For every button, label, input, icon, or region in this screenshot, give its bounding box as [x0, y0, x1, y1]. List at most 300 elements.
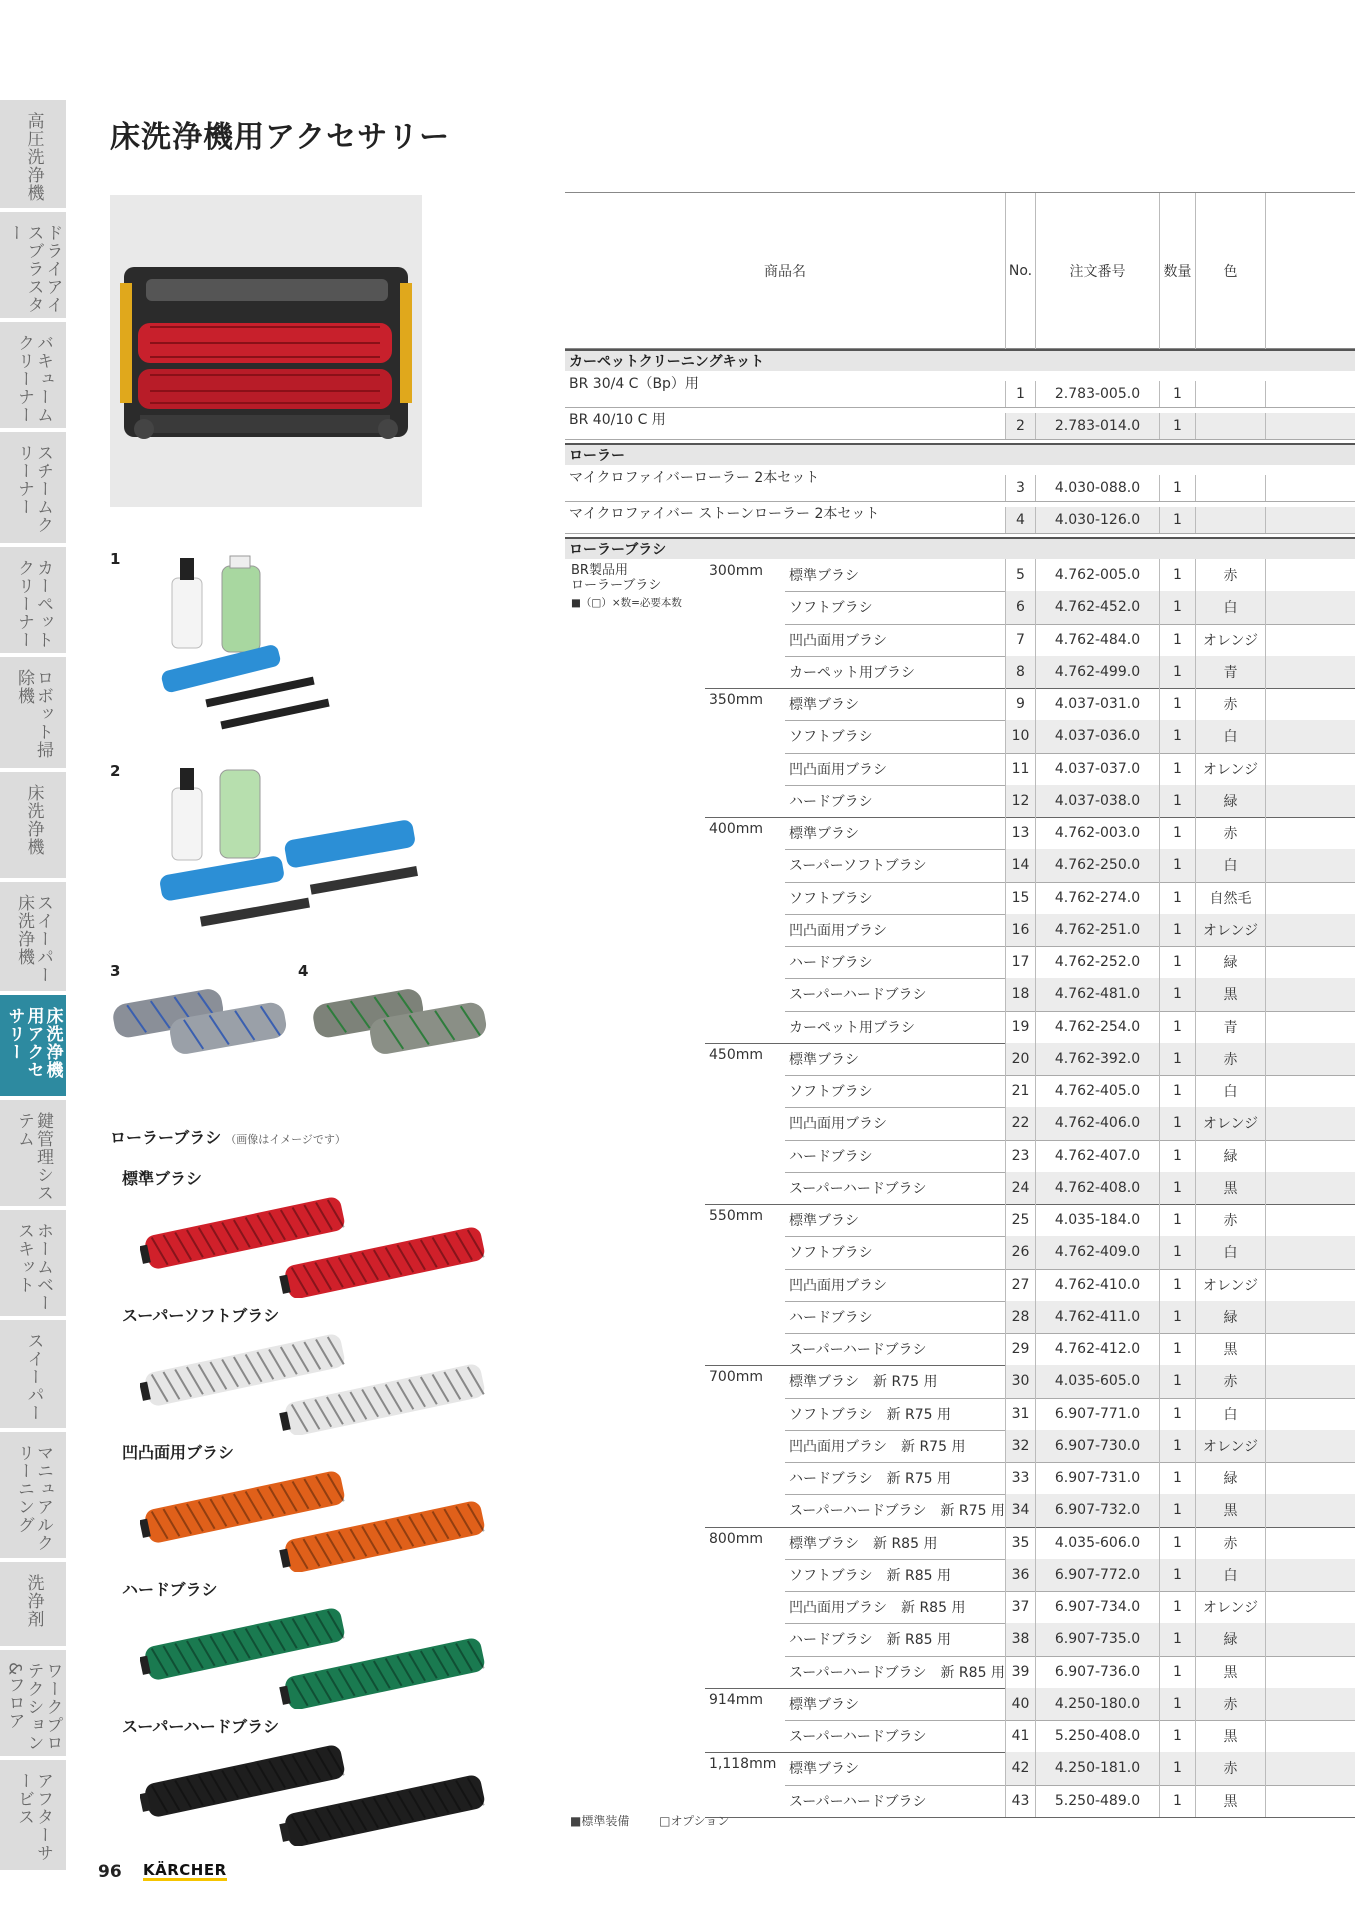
quantity: 1 [1159, 1204, 1195, 1236]
table-row [565, 371, 1355, 407]
side-tab-label: ワークプロテクション&フロア [4, 1662, 63, 1752]
order-number: 4.762-252.0 [1035, 946, 1159, 978]
table-row [565, 1720, 1355, 1752]
item-number: 23 [1005, 1140, 1035, 1172]
color-value: 黒 [1195, 1333, 1265, 1365]
product-name: スーパーハードブラシ [789, 1180, 927, 1197]
carpet-kit-1-image [150, 548, 340, 738]
extra-column [1265, 591, 1355, 623]
order-number: 4.037-037.0 [1035, 753, 1159, 785]
color-value: 白 [1195, 591, 1265, 623]
legend [570, 1812, 729, 1829]
color-value: 赤 [1195, 1365, 1265, 1397]
item-number: 36 [1005, 1559, 1035, 1591]
size-label: 700mm [709, 1369, 763, 1386]
header-name: 商品名 [764, 264, 806, 280]
extra-column [1265, 1623, 1355, 1655]
table-row [565, 946, 1355, 978]
table-row [565, 1752, 1355, 1784]
product-name: 標準ブラシ [789, 1696, 859, 1713]
order-number: 4.762-408.0 [1035, 1172, 1159, 1204]
side-tab-label: 高圧洗浄機 [23, 112, 44, 202]
color-value: 緑 [1195, 1623, 1265, 1655]
order-number: 4.762-407.0 [1035, 1140, 1159, 1172]
product-name: 標準ブラシ [789, 1761, 859, 1778]
order-number: 4.762-410.0 [1035, 1269, 1159, 1301]
extra-column [1265, 559, 1355, 591]
quantity: 1 [1159, 1011, 1195, 1043]
brush-image [140, 1462, 500, 1576]
table-row [565, 1656, 1355, 1688]
side-tab-9[interactable] [0, 995, 66, 1096]
side-tab-5[interactable] [0, 547, 66, 653]
order-number: 4.030-126.0 [1035, 507, 1159, 533]
roller-brush-heading-text: ローラーブラシ [110, 1128, 222, 1147]
table-row [565, 1333, 1355, 1365]
extra-column [1265, 978, 1355, 1010]
quantity: 1 [1159, 1527, 1195, 1559]
item-number: 30 [1005, 1365, 1035, 1397]
product-name: スーパーソフトブラシ [789, 858, 927, 875]
quantity: 1 [1159, 1043, 1195, 1075]
color-value: 赤 [1195, 817, 1265, 849]
table-row [565, 1011, 1355, 1043]
extra-column [1265, 1527, 1355, 1559]
table-row [565, 1462, 1355, 1494]
image-number-3: 3 [110, 962, 121, 980]
item-number: 33 [1005, 1462, 1035, 1494]
side-tab-12[interactable] [0, 1320, 66, 1428]
color-value: 黒 [1195, 1720, 1265, 1752]
table-row [565, 1301, 1355, 1333]
color-value: 赤 [1195, 1688, 1265, 1720]
order-number: 6.907-730.0 [1035, 1430, 1159, 1462]
extra-column [1265, 1333, 1355, 1365]
product-name: ハードブラシ [789, 1148, 873, 1165]
color-value: 赤 [1195, 1204, 1265, 1236]
color-value: 赤 [1195, 1527, 1265, 1559]
quantity: 1 [1159, 656, 1195, 688]
color-value: 緑 [1195, 785, 1265, 817]
product-name: マイクロファイバーローラー 2本セット [569, 470, 820, 486]
item-number: 41 [1005, 1720, 1035, 1752]
side-tab-label: バキュームクリーナー [14, 334, 53, 424]
side-tab-1[interactable] [0, 100, 66, 208]
item-number: 42 [1005, 1752, 1035, 1784]
product-name: 標準ブラシ [789, 568, 859, 585]
item-number: 4 [1005, 507, 1035, 533]
table-row [565, 1365, 1355, 1397]
order-number: 5.250-489.0 [1035, 1785, 1159, 1817]
item-number: 1 [1005, 381, 1035, 407]
order-number: 4.762-406.0 [1035, 1107, 1159, 1139]
order-number: 4.250-181.0 [1035, 1752, 1159, 1784]
quantity: 1 [1159, 624, 1195, 656]
extra-column [1265, 1398, 1355, 1430]
item-number: 17 [1005, 946, 1035, 978]
order-number: 2.783-014.0 [1035, 413, 1159, 439]
size-label: 800mm [709, 1530, 763, 1547]
legend-standard: ■標準装備 [570, 1814, 630, 1828]
product-name: 標準ブラシ [789, 1051, 859, 1068]
brush-type-label: 標準ブラシ [122, 1169, 203, 1188]
item-number: 14 [1005, 849, 1035, 881]
color-value: オレンジ [1195, 1269, 1265, 1301]
extra-column [1265, 1269, 1355, 1301]
order-number: 4.762-499.0 [1035, 656, 1159, 688]
size-label: 350mm [709, 692, 763, 708]
extra-column [1265, 1559, 1355, 1591]
side-tab-label: スイーパー [23, 1332, 44, 1422]
order-number: 6.907-734.0 [1035, 1591, 1159, 1623]
item-number: 11 [1005, 753, 1035, 785]
order-number: 6.907-772.0 [1035, 1559, 1159, 1591]
item-number: 5 [1005, 559, 1035, 591]
table-row [565, 817, 1355, 849]
item-number: 24 [1005, 1172, 1035, 1204]
item-number: 34 [1005, 1494, 1035, 1526]
quantity: 1 [1159, 688, 1195, 720]
product-name: ソフトブラシ 新 R75 用 [789, 1406, 952, 1423]
order-number: 4.762-392.0 [1035, 1043, 1159, 1075]
item-number: 19 [1005, 1011, 1035, 1043]
color-value: 白 [1195, 1559, 1265, 1591]
order-number: 4.030-088.0 [1035, 475, 1159, 501]
item-number: 26 [1005, 1236, 1035, 1268]
item-number: 38 [1005, 1623, 1035, 1655]
product-name: ハードブラシ 新 R75 用 [789, 1471, 952, 1488]
side-tab-label: マニュアルクリーニング [14, 1444, 53, 1552]
side-tab-4[interactable] [0, 432, 66, 543]
color-value [1195, 507, 1265, 533]
table-row [565, 559, 1355, 591]
floor-scrubber-head-image [110, 195, 422, 507]
quantity: 1 [1159, 946, 1195, 978]
extra-column [1265, 624, 1355, 656]
product-name: カーペット用ブラシ [789, 664, 915, 681]
table-row [565, 1398, 1355, 1430]
quantity: 1 [1159, 1785, 1195, 1817]
color-value: 青 [1195, 1011, 1265, 1043]
table-row [565, 1172, 1355, 1204]
side-tab-16[interactable] [0, 1760, 66, 1870]
quantity: 1 [1159, 591, 1195, 623]
order-number: 4.762-405.0 [1035, 1075, 1159, 1107]
table-row [565, 591, 1355, 623]
extra-column [1265, 1172, 1355, 1204]
color-value: オレンジ [1195, 1107, 1265, 1139]
product-name: ソフトブラシ [789, 1245, 873, 1262]
header-no: No. [1005, 193, 1035, 349]
quantity: 1 [1159, 1720, 1195, 1752]
quantity: 1 [1159, 1559, 1195, 1591]
order-number: 4.762-481.0 [1035, 978, 1159, 1010]
extra-column [1265, 1430, 1355, 1462]
header-qty: 数量 [1159, 193, 1195, 349]
order-number: 6.907-732.0 [1035, 1494, 1159, 1526]
product-name: 凹凸面用ブラシ [789, 1116, 887, 1133]
table-row [565, 1075, 1355, 1107]
product-name: 標準ブラシ 新 R85 用 [789, 1535, 938, 1552]
carpet-kit-2-image [150, 758, 430, 948]
extra-column [1265, 413, 1355, 439]
order-number: 4.035-605.0 [1035, 1365, 1159, 1397]
product-name: スーパーハードブラシ 新 R85 用 [789, 1664, 1005, 1681]
roller-brush-group-label-line: ローラーブラシ [571, 578, 662, 593]
extra-column [1265, 785, 1355, 817]
item-number: 13 [1005, 817, 1035, 849]
table-row [565, 785, 1355, 817]
quantity: 1 [1159, 1365, 1195, 1397]
order-number: 4.762-484.0 [1035, 624, 1159, 656]
table-row [565, 720, 1355, 752]
table-row [565, 501, 1355, 533]
product-name: ソフトブラシ [789, 890, 873, 907]
extra-column [1265, 914, 1355, 946]
side-tab-6[interactable] [0, 657, 66, 768]
quantity: 1 [1159, 381, 1195, 407]
product-name: ハードブラシ [789, 955, 873, 972]
product-name: 凹凸面用ブラシ [789, 632, 887, 649]
row-divider [565, 533, 1355, 534]
color-value [1195, 413, 1265, 439]
product-name: スーパーハードブラシ 新 R75 用 [789, 1503, 1005, 1520]
product-name: ソフトブラシ [789, 1084, 873, 1101]
header-order: 注文番号 [1035, 193, 1159, 349]
side-tab-8[interactable] [0, 882, 66, 991]
quantity: 1 [1159, 413, 1195, 439]
product-name: 凹凸面用ブラシ [789, 1277, 887, 1294]
quantity: 1 [1159, 1623, 1195, 1655]
color-value [1195, 381, 1265, 407]
color-value: 黒 [1195, 978, 1265, 1010]
table-row [565, 688, 1355, 720]
side-tab-label: ホームベースキット [14, 1222, 53, 1312]
stone-roller-image [310, 978, 492, 1058]
order-number: 4.035-184.0 [1035, 1204, 1159, 1236]
extra-column [1265, 1011, 1355, 1043]
brush-type-label: ハードブラシ [122, 1580, 218, 1599]
brush-type-label: 凹凸面用ブラシ [122, 1443, 235, 1462]
row-divider [705, 1817, 1355, 1818]
order-number: 4.762-411.0 [1035, 1301, 1159, 1333]
color-value: 黒 [1195, 1656, 1265, 1688]
order-number: 6.907-731.0 [1035, 1462, 1159, 1494]
extra-column [1265, 1462, 1355, 1494]
color-value: 赤 [1195, 1752, 1265, 1784]
product-name: 標準ブラシ 新 R75 用 [789, 1374, 938, 1391]
order-number: 4.762-452.0 [1035, 591, 1159, 623]
product-name: ハードブラシ [789, 1309, 873, 1326]
item-number: 37 [1005, 1591, 1035, 1623]
required-count-note: ■（□）×数=必要本数 [571, 597, 682, 609]
quantity: 1 [1159, 978, 1195, 1010]
roller-brush-group-label-line: BR製品用 [571, 563, 628, 578]
quantity: 1 [1159, 1269, 1195, 1301]
table-row [565, 407, 1355, 439]
table-row [565, 882, 1355, 914]
color-value: 緑 [1195, 1140, 1265, 1172]
extra-column [1265, 1140, 1355, 1172]
product-name: ソフトブラシ [789, 600, 873, 617]
extra-column [1265, 1365, 1355, 1397]
extra-column [1265, 1236, 1355, 1268]
item-number: 43 [1005, 1785, 1035, 1817]
side-tab-label: 洗浄剤 [23, 1574, 44, 1628]
brush-image [140, 1325, 500, 1439]
size-label: 550mm [709, 1208, 763, 1224]
product-name: 凹凸面用ブラシ 新 R75 用 [789, 1438, 966, 1455]
side-tab-label: 床洗浄機 [23, 784, 44, 856]
quantity: 1 [1159, 1591, 1195, 1623]
side-tab-11[interactable] [0, 1210, 66, 1316]
product-name: 凹凸面用ブラシ 新 R85 用 [789, 1600, 966, 1617]
order-number: 4.037-038.0 [1035, 785, 1159, 817]
quantity: 1 [1159, 849, 1195, 881]
extra-column [1265, 753, 1355, 785]
quantity: 1 [1159, 475, 1195, 501]
quantity: 1 [1159, 1172, 1195, 1204]
header-extra [1265, 193, 1355, 349]
side-tab-label: カーペットクリーナー [14, 559, 53, 649]
quantity: 1 [1159, 1236, 1195, 1268]
extra-column [1265, 1494, 1355, 1526]
extra-column [1265, 1720, 1355, 1752]
product-name: 凹凸面用ブラシ [789, 761, 887, 778]
color-value: 黒 [1195, 1172, 1265, 1204]
karcher-logo: KÄRCHER [143, 1861, 227, 1879]
side-tab-13[interactable] [0, 1432, 66, 1558]
color-value: 自然毛 [1195, 882, 1265, 914]
item-number: 18 [1005, 978, 1035, 1010]
side-tab-3[interactable] [0, 322, 66, 428]
product-name: ソフトブラシ 新 R85 用 [789, 1567, 952, 1584]
color-value: 白 [1195, 1236, 1265, 1268]
table-header [565, 192, 1355, 349]
color-value: 緑 [1195, 1462, 1265, 1494]
size-label: 450mm [709, 1046, 763, 1063]
color-value: 赤 [1195, 688, 1265, 720]
order-number: 4.037-031.0 [1035, 688, 1159, 720]
item-number: 2 [1005, 413, 1035, 439]
quantity: 1 [1159, 1333, 1195, 1365]
quantity: 1 [1159, 1430, 1195, 1462]
side-tab-label: ロボット掃除機 [14, 669, 53, 759]
color-value: オレンジ [1195, 1591, 1265, 1623]
table-row [565, 1269, 1355, 1301]
product-name: スーパーハードブラシ [789, 1793, 927, 1810]
side-tab-7[interactable] [0, 772, 66, 878]
extra-column [1265, 1688, 1355, 1720]
table-row [565, 1494, 1355, 1526]
extra-column [1265, 688, 1355, 720]
color-value: オレンジ [1195, 1430, 1265, 1462]
table-row [565, 1559, 1355, 1591]
product-name: BR 40/10 C 用 [569, 412, 666, 428]
table-row [565, 656, 1355, 688]
extra-column [1265, 817, 1355, 849]
table-row [565, 914, 1355, 946]
side-tab-15[interactable] [0, 1650, 66, 1756]
color-value: オレンジ [1195, 753, 1265, 785]
page-title: 床洗浄機用アクセサリー [110, 120, 451, 155]
item-number: 21 [1005, 1075, 1035, 1107]
item-number: 25 [1005, 1204, 1035, 1236]
item-number: 22 [1005, 1107, 1035, 1139]
item-number: 16 [1005, 914, 1035, 946]
item-number: 29 [1005, 1333, 1035, 1365]
quantity: 1 [1159, 1494, 1195, 1526]
item-number: 39 [1005, 1656, 1035, 1688]
item-number: 9 [1005, 688, 1035, 720]
row-divider [565, 439, 1355, 440]
extra-column [1265, 1656, 1355, 1688]
table-row [565, 624, 1355, 656]
product-name: BR 30/4 C（Bp）用 [569, 376, 699, 392]
quantity: 1 [1159, 1752, 1195, 1784]
side-tab-14[interactable] [0, 1562, 66, 1646]
extra-column [1265, 1752, 1355, 1784]
extra-column [1265, 475, 1355, 501]
extra-column [1265, 1043, 1355, 1075]
table-row [565, 1591, 1355, 1623]
table-row [565, 978, 1355, 1010]
extra-column [1265, 1075, 1355, 1107]
item-number: 8 [1005, 656, 1035, 688]
quantity: 1 [1159, 1075, 1195, 1107]
legend-option: □オプション [659, 1814, 730, 1828]
section-header: ローラーブラシ [565, 537, 1355, 559]
quantity: 1 [1159, 882, 1195, 914]
product-name: スーパーハードブラシ [789, 1342, 927, 1359]
quantity: 1 [1159, 1688, 1195, 1720]
order-number: 4.762-250.0 [1035, 849, 1159, 881]
item-number: 6 [1005, 591, 1035, 623]
brush-image [140, 1188, 500, 1302]
extra-column [1265, 720, 1355, 752]
extra-column [1265, 882, 1355, 914]
quantity: 1 [1159, 753, 1195, 785]
quantity: 1 [1159, 1398, 1195, 1430]
extra-column [1265, 656, 1355, 688]
quantity: 1 [1159, 914, 1195, 946]
extra-column [1265, 849, 1355, 881]
table-row [565, 1204, 1355, 1236]
brush-type-label: スーパーソフトブラシ [122, 1306, 280, 1325]
extra-column [1265, 381, 1355, 407]
table-row [565, 1430, 1355, 1462]
color-value [1195, 475, 1265, 501]
side-tab-label: アフターサービス [14, 1772, 53, 1862]
item-number: 3 [1005, 475, 1035, 501]
side-tab-10[interactable] [0, 1100, 66, 1206]
color-value: 黒 [1195, 1494, 1265, 1526]
side-tab-2[interactable] [0, 212, 66, 318]
color-value: 白 [1195, 1075, 1265, 1107]
order-number: 4.762-003.0 [1035, 817, 1159, 849]
image-number-1: 1 [110, 550, 121, 568]
color-value: 黒 [1195, 1785, 1265, 1817]
quantity: 1 [1159, 1301, 1195, 1333]
order-number: 6.907-771.0 [1035, 1398, 1159, 1430]
quantity: 1 [1159, 720, 1195, 752]
product-name: ソフトブラシ [789, 729, 873, 746]
order-number: 5.250-408.0 [1035, 1720, 1159, 1752]
order-number: 4.762-412.0 [1035, 1333, 1159, 1365]
color-value: 白 [1195, 1398, 1265, 1430]
size-label: 300mm [709, 563, 763, 579]
order-number: 6.907-736.0 [1035, 1656, 1159, 1688]
